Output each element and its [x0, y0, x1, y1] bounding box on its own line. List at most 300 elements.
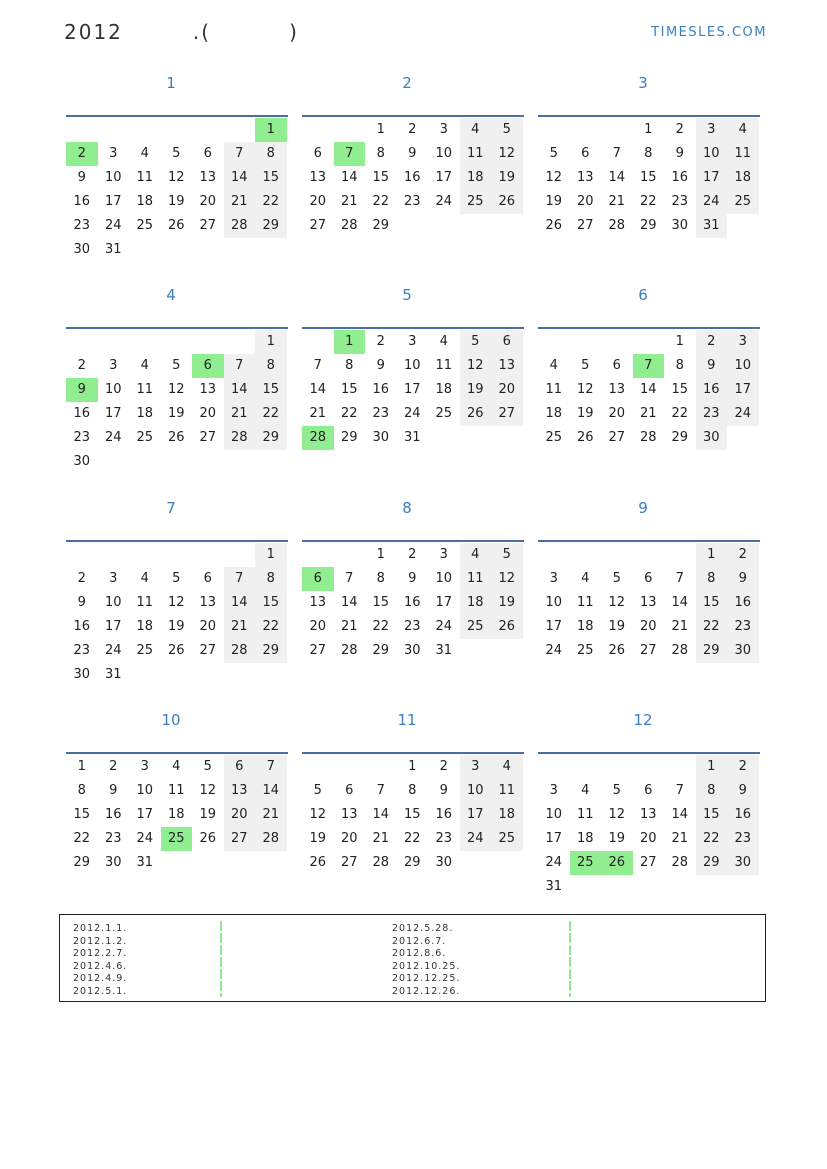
day-cell: 23 [73, 430, 91, 445]
day-cell: 27 [340, 855, 358, 870]
day-cell: 15 [696, 591, 728, 615]
day-cell: 17 [104, 619, 122, 634]
day-cell: 13 [491, 354, 523, 378]
day-cell: 10 [104, 170, 122, 185]
day-cell: 23 [727, 615, 759, 639]
day-cell: 15 [671, 382, 689, 397]
day-cell: 18 [460, 591, 492, 615]
day-cell: 2 [77, 358, 86, 373]
day-cell: 25 [136, 218, 154, 233]
day-cell: 17 [403, 382, 421, 397]
day-cell: 3 [460, 755, 492, 779]
day-cell: 19 [309, 831, 327, 846]
day-cell: 26 [167, 218, 185, 233]
day-cell: 31 [545, 879, 563, 894]
day-cell: 27 [309, 643, 327, 658]
day-cell: 24 [545, 855, 563, 870]
day-cell: 19 [608, 619, 626, 634]
holiday-cell: 6 [192, 354, 224, 378]
day-cell: 15 [73, 807, 91, 822]
day-cell: 4 [549, 358, 558, 373]
day-cell: 7 [224, 567, 256, 591]
day-cell: 30 [696, 426, 728, 450]
day-cell: 12 [576, 382, 594, 397]
day-cell: 8 [696, 567, 728, 591]
day-cell: 18 [576, 619, 594, 634]
day-cell: 19 [545, 194, 563, 209]
day-cell: 26 [576, 430, 594, 445]
day-cell: 13 [608, 382, 626, 397]
day-cell: 19 [491, 591, 523, 615]
day-cell: 8 [408, 783, 417, 798]
day-cell: 25 [545, 430, 563, 445]
day-cell: 25 [435, 406, 453, 421]
day-cell: 3 [109, 571, 118, 586]
day-cell: 4 [460, 118, 492, 142]
day-cell: 24 [727, 402, 759, 426]
day-cell: 8 [675, 358, 684, 373]
day-cell: 24 [460, 827, 492, 851]
day-cell: 25 [136, 643, 154, 658]
day-cell: 5 [491, 118, 523, 142]
month-rule [538, 540, 760, 542]
day-cell: 30 [727, 639, 759, 663]
day-cell: 25 [727, 190, 759, 214]
day-cell: 12 [167, 170, 185, 185]
day-cell: 10 [696, 142, 728, 166]
day-cell: 9 [727, 779, 759, 803]
day-cell: 18 [435, 382, 453, 397]
month-title: 1 [166, 74, 176, 92]
day-cell: 4 [581, 783, 590, 798]
holiday-cell: 9 [66, 378, 98, 402]
day-cell: 24 [104, 430, 122, 445]
day-cell: 30 [727, 851, 759, 875]
day-cell: 22 [372, 619, 390, 634]
day-cell: 18 [727, 166, 759, 190]
day-cell: 11 [576, 595, 594, 610]
day-cell: 23 [403, 194, 421, 209]
legend-entry: 2012.5.28. [392, 923, 454, 934]
day-cell: 14 [671, 807, 689, 822]
day-cell: 17 [435, 595, 453, 610]
day-cell: 10 [136, 783, 154, 798]
day-cell: 21 [224, 190, 256, 214]
day-cell: 24 [696, 190, 728, 214]
day-cell: 29 [671, 430, 689, 445]
legend-entry: 2012.5.1. [73, 985, 128, 997]
day-cell: 21 [372, 831, 390, 846]
day-cell: 27 [608, 430, 626, 445]
day-cell: 21 [255, 803, 287, 827]
holiday-cell: 25 [570, 851, 602, 875]
day-cell: 20 [639, 619, 657, 634]
day-cell: 1 [408, 759, 417, 774]
day-cell: 30 [73, 454, 91, 469]
day-cell: 27 [639, 855, 657, 870]
day-cell: 25 [576, 643, 594, 658]
day-cell: 27 [199, 430, 217, 445]
month-rule [302, 327, 524, 329]
day-cell: 10 [104, 382, 122, 397]
legend-entry: 2012.10.25. [392, 960, 461, 972]
day-cell: 11 [545, 382, 563, 397]
day-cell: 5 [581, 358, 590, 373]
day-cell: 24 [403, 406, 421, 421]
day-cell: 13 [224, 779, 256, 803]
day-cell: 28 [639, 430, 657, 445]
legend-right-column [392, 923, 460, 998]
legend-entry: 2012.2.7. [73, 948, 128, 959]
day-cell: 7 [612, 146, 621, 161]
day-cell: 4 [439, 334, 448, 349]
day-cell: 8 [376, 146, 385, 161]
month-rule [66, 327, 288, 329]
day-cell: 14 [671, 595, 689, 610]
day-cell: 30 [73, 667, 91, 682]
day-cell: 13 [340, 807, 358, 822]
day-cell: 6 [203, 571, 212, 586]
day-cell: 27 [576, 218, 594, 233]
day-cell: 21 [309, 406, 327, 421]
day-cell: 3 [109, 146, 118, 161]
day-cell: 13 [199, 595, 217, 610]
month-rule [538, 327, 760, 329]
holiday-legend [59, 914, 766, 1002]
day-cell: 19 [199, 807, 217, 822]
day-cell: 2 [77, 571, 86, 586]
day-cell: 3 [696, 118, 728, 142]
day-cell: 3 [727, 330, 759, 354]
day-cell: 22 [696, 615, 728, 639]
day-cell: 21 [671, 619, 689, 634]
day-cell: 15 [255, 378, 287, 402]
day-cell: 4 [140, 571, 149, 586]
day-cell: 16 [403, 170, 421, 185]
month-rule [66, 540, 288, 542]
day-cell: 25 [491, 827, 523, 851]
day-cell: 27 [639, 643, 657, 658]
day-cell: 31 [104, 242, 122, 257]
day-cell: 20 [576, 194, 594, 209]
day-cell: 26 [167, 430, 185, 445]
day-cell: 17 [696, 166, 728, 190]
day-cell: 14 [224, 378, 256, 402]
day-cell: 28 [255, 827, 287, 851]
day-cell: 2 [696, 330, 728, 354]
holiday-cell: 26 [601, 851, 633, 875]
day-cell: 28 [340, 643, 358, 658]
day-cell: 16 [403, 595, 421, 610]
day-cell: 13 [199, 170, 217, 185]
day-cell: 12 [309, 807, 327, 822]
day-cell: 6 [313, 146, 322, 161]
day-cell: 3 [549, 783, 558, 798]
day-cell: 28 [608, 218, 626, 233]
day-cell: 22 [255, 402, 287, 426]
day-cell: 2 [408, 547, 417, 562]
day-cell: 5 [460, 330, 492, 354]
holiday-cell: 7 [334, 142, 366, 166]
day-cell: 9 [675, 146, 684, 161]
day-cell: 11 [491, 779, 523, 803]
day-cell: 21 [340, 194, 358, 209]
day-cell: 7 [345, 571, 354, 586]
day-cell: 9 [439, 783, 448, 798]
month-title: 10 [161, 711, 181, 729]
month-rule [66, 115, 288, 117]
day-cell: 29 [255, 214, 287, 238]
day-cell: 20 [491, 378, 523, 402]
day-cell: 22 [73, 831, 91, 846]
day-cell: 13 [309, 170, 327, 185]
day-cell: 14 [639, 382, 657, 397]
day-cell: 3 [439, 122, 448, 137]
day-cell: 8 [376, 571, 385, 586]
day-cell: 24 [136, 831, 154, 846]
legend-entry: 2012.6.7. [392, 935, 447, 947]
day-cell: 26 [199, 831, 217, 846]
day-cell: 24 [435, 194, 453, 209]
day-cell: 8 [644, 146, 653, 161]
day-cell: 11 [167, 783, 185, 798]
day-cell: 24 [545, 643, 563, 658]
month-rule [538, 115, 760, 117]
day-cell: 29 [372, 643, 390, 658]
day-cell: 26 [309, 855, 327, 870]
day-cell: 5 [549, 146, 558, 161]
day-cell: 25 [460, 615, 492, 639]
day-cell: 26 [608, 643, 626, 658]
day-cell: 11 [136, 382, 154, 397]
day-cell: 26 [491, 615, 523, 639]
day-cell: 22 [696, 827, 728, 851]
month-title: 7 [166, 499, 176, 517]
holiday-cell: 7 [633, 354, 665, 378]
day-cell: 28 [340, 218, 358, 233]
day-cell: 7 [675, 571, 684, 586]
day-cell: 16 [435, 807, 453, 822]
day-cell: 7 [675, 783, 684, 798]
day-cell: 15 [696, 803, 728, 827]
month-title: 5 [402, 286, 412, 304]
day-cell: 12 [167, 595, 185, 610]
day-cell: 28 [224, 426, 256, 450]
day-cell: 30 [403, 643, 421, 658]
day-cell: 21 [224, 402, 256, 426]
day-cell: 28 [224, 639, 256, 663]
day-cell: 14 [340, 595, 358, 610]
day-cell: 20 [199, 619, 217, 634]
legend-entry: 2012.12.26. [392, 985, 461, 997]
day-cell: 11 [136, 595, 154, 610]
day-cell: 18 [460, 166, 492, 190]
day-cell: 23 [372, 406, 390, 421]
day-cell: 10 [727, 354, 759, 378]
day-cell: 19 [460, 378, 492, 402]
day-cell: 26 [545, 218, 563, 233]
day-cell: 1 [376, 547, 385, 562]
day-cell: 13 [639, 807, 657, 822]
day-cell: 12 [491, 567, 523, 591]
day-cell: 22 [403, 831, 421, 846]
day-cell: 24 [104, 643, 122, 658]
day-cell: 1 [696, 543, 728, 567]
day-cell: 25 [460, 190, 492, 214]
title-close-paren: ) [289, 20, 299, 44]
day-cell: 23 [73, 218, 91, 233]
day-cell: 1 [696, 755, 728, 779]
day-cell: 2 [727, 755, 759, 779]
day-cell: 17 [545, 831, 563, 846]
day-cell: 12 [199, 783, 217, 798]
day-cell: 6 [203, 146, 212, 161]
day-cell: 5 [172, 571, 181, 586]
day-cell: 6 [224, 755, 256, 779]
day-cell: 5 [172, 358, 181, 373]
day-cell: 2 [675, 122, 684, 137]
day-cell: 13 [639, 595, 657, 610]
day-cell: 17 [435, 170, 453, 185]
holiday-cell: 28 [302, 426, 334, 450]
holiday-cell: 1 [334, 330, 366, 354]
month-title: 12 [633, 711, 653, 729]
holiday-cell: 6 [302, 567, 334, 591]
day-cell: 12 [460, 354, 492, 378]
day-cell: 23 [671, 194, 689, 209]
day-cell: 31 [435, 643, 453, 658]
day-cell: 21 [224, 615, 256, 639]
day-cell: 2 [408, 122, 417, 137]
day-cell: 27 [224, 827, 256, 851]
day-cell: 9 [408, 146, 417, 161]
day-cell: 26 [167, 643, 185, 658]
day-cell: 8 [77, 783, 86, 798]
day-cell: 7 [224, 354, 256, 378]
day-cell: 1 [77, 759, 86, 774]
day-cell: 7 [224, 142, 256, 166]
day-cell: 2 [439, 759, 448, 774]
day-cell: 30 [104, 855, 122, 870]
day-cell: 20 [224, 803, 256, 827]
day-cell: 11 [460, 142, 492, 166]
day-cell: 20 [340, 831, 358, 846]
day-cell: 30 [671, 218, 689, 233]
day-cell: 15 [340, 382, 358, 397]
day-cell: 5 [491, 543, 523, 567]
day-cell: 20 [309, 194, 327, 209]
month-rule [302, 540, 524, 542]
legend-entry: 2012.4.6. [73, 960, 128, 972]
day-cell: 14 [309, 382, 327, 397]
day-cell: 23 [73, 643, 91, 658]
day-cell: 18 [167, 807, 185, 822]
legend-entry: 2012.4.9. [73, 973, 128, 984]
day-cell: 14 [255, 779, 287, 803]
day-cell: 18 [136, 619, 154, 634]
day-cell: 10 [435, 571, 453, 586]
day-cell: 11 [435, 358, 453, 373]
day-cell: 9 [77, 170, 86, 185]
day-cell: 30 [372, 430, 390, 445]
day-cell: 29 [340, 430, 358, 445]
day-cell: 26 [460, 402, 492, 426]
day-cell: 10 [545, 595, 563, 610]
legend-entry: 2012.1.2. [73, 935, 128, 947]
day-cell: 19 [167, 406, 185, 421]
day-cell: 5 [612, 783, 621, 798]
brand-link[interactable]: TIMESLES.COM [651, 25, 767, 40]
day-cell: 11 [576, 807, 594, 822]
day-cell: 19 [608, 831, 626, 846]
day-cell: 13 [309, 595, 327, 610]
day-cell: 17 [104, 406, 122, 421]
holiday-cell: 2 [66, 142, 98, 166]
day-cell: 31 [136, 855, 154, 870]
day-cell: 4 [140, 146, 149, 161]
month-rule [302, 752, 524, 754]
day-cell: 4 [581, 571, 590, 586]
day-cell: 22 [255, 615, 287, 639]
day-cell: 3 [549, 571, 558, 586]
day-cell: 19 [576, 406, 594, 421]
day-cell: 14 [372, 807, 390, 822]
day-cell: 5 [203, 759, 212, 774]
day-cell: 21 [608, 194, 626, 209]
holiday-cell: 25 [161, 827, 193, 851]
day-cell: 31 [696, 214, 728, 238]
legend-entry: 2012.8.6. [392, 948, 447, 959]
day-cell: 6 [644, 571, 653, 586]
day-cell: 18 [491, 803, 523, 827]
month-title: 6 [638, 286, 648, 304]
day-cell: 15 [403, 807, 421, 822]
month-title: 3 [638, 74, 648, 92]
day-cell: 16 [73, 406, 91, 421]
day-cell: 3 [109, 358, 118, 373]
day-cell: 5 [172, 146, 181, 161]
day-cell: 29 [696, 851, 728, 875]
month-title: 11 [397, 711, 417, 729]
day-cell: 16 [73, 194, 91, 209]
day-cell: 6 [581, 146, 590, 161]
day-cell: 8 [255, 142, 287, 166]
day-cell: 23 [403, 619, 421, 634]
day-cell: 22 [372, 194, 390, 209]
day-cell: 19 [167, 194, 185, 209]
day-cell: 24 [435, 619, 453, 634]
day-cell: 17 [727, 378, 759, 402]
month-rule [66, 752, 288, 754]
day-cell: 4 [460, 543, 492, 567]
year-label: 2012 [64, 20, 123, 44]
day-cell: 18 [136, 406, 154, 421]
day-cell: 16 [671, 170, 689, 185]
day-cell: 28 [671, 855, 689, 870]
day-cell: 10 [104, 595, 122, 610]
day-cell: 1 [644, 122, 653, 137]
day-cell: 7 [255, 755, 287, 779]
day-cell: 29 [403, 855, 421, 870]
day-cell: 15 [255, 591, 287, 615]
day-cell: 15 [639, 170, 657, 185]
day-cell: 7 [313, 358, 322, 373]
legend-divider-right [569, 921, 571, 997]
day-cell: 29 [372, 218, 390, 233]
day-cell: 9 [77, 595, 86, 610]
day-cell: 29 [696, 639, 728, 663]
day-cell: 5 [313, 783, 322, 798]
